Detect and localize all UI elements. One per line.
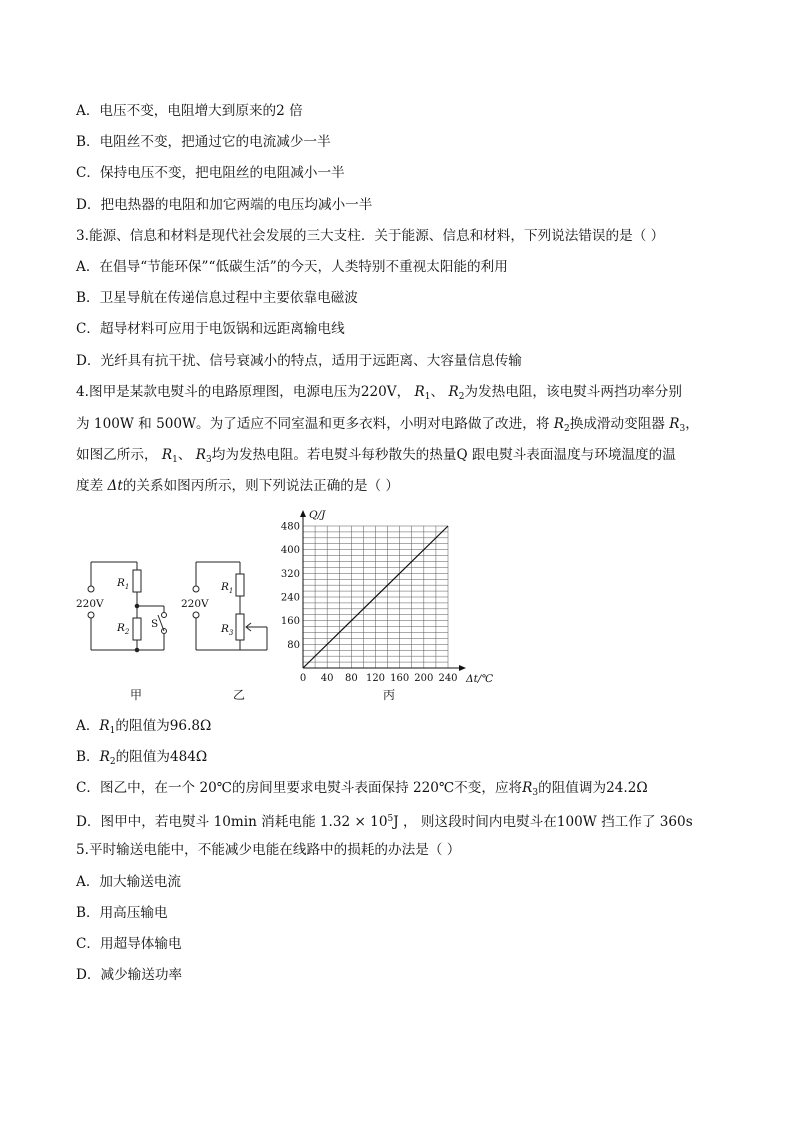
- x-tick-label: 160: [390, 673, 410, 684]
- jia-voltage-label: 220V: [76, 598, 104, 610]
- symbol-r1: R: [414, 384, 425, 400]
- symbol-delta-t: Δt: [107, 478, 123, 494]
- graph-bing: [281, 509, 493, 685]
- q2-option-c: C．保持电压不变，把电阻丝的电阻减小一半: [76, 165, 345, 181]
- q5-stem: 5.平时输送电能中，不能减少电能在线路中的损耗的办法是（ ）: [76, 842, 461, 858]
- q5-option-a: A．加大输送电流: [76, 874, 181, 890]
- y-axis-label: Q/J: [309, 509, 326, 521]
- x-tick-label: 80: [344, 673, 358, 684]
- q4-figures: [0, 500, 794, 710]
- x-tick-label: 0: [299, 673, 307, 684]
- caption-jia: 甲: [130, 688, 143, 702]
- q4-option-a: A．$R_1$的阻值为96.8Ω: [76, 718, 212, 736]
- jia-r2-label: $R_2$: [117, 622, 130, 636]
- q3-option-c: C．超导材料可应用于电饭锅和远距离输电线: [76, 321, 345, 337]
- symbol-r3: R: [195, 447, 207, 463]
- q4-option-b: B．$R_2$的阻值为484Ω: [76, 749, 208, 767]
- q4-stem-line4: 度差 Δt的关系如图丙所示，则下列说法正确的是（ ）: [76, 478, 399, 494]
- q4-stem-line1: 4.图甲是某款电熨斗的电路原理图，电源电压为220V， $R_1$、 $R_2$为发热电阻，该电熨斗两挡功率分别: [76, 384, 682, 402]
- yi-r3-label: $R_3$: [221, 623, 234, 637]
- x-tick-label: 200: [414, 673, 434, 684]
- y-tick-label: 320: [280, 568, 300, 580]
- symbol-r3: R: [669, 416, 680, 432]
- jia-switch-label: S: [151, 618, 159, 630]
- symbol-r1: R: [161, 447, 173, 463]
- q4-option-d: D．图甲中，若电熨斗 10min 消耗电能 $1.32 \times 10^5J$ ， 则这段时间内电熨斗在100W 挡工作了 360s: [76, 814, 693, 830]
- q3-stem: 3.能源、信息和材料是现代社会发展的三大支柱．关于能源、信息和材料，下列说法错误的是（ ）: [76, 228, 665, 244]
- q2-option-d: D．把电热器的电阻和加它两端的电压均减小一半: [76, 197, 373, 213]
- q5-option-b: B．用高压输电: [76, 905, 168, 921]
- q4-option-c: C．图乙中，在一个 20℃的房间里要求电熨斗表面保持 220℃不变，应将$R_3$的阻值调为24.2Ω: [76, 780, 648, 798]
- yi-r1-label: $R_1$: [221, 581, 234, 595]
- y-tick-label: 240: [280, 592, 300, 604]
- jia-r1-label: $R_1$: [117, 577, 130, 591]
- y-tick-label: 400: [280, 545, 300, 557]
- symbol-r2: R: [553, 416, 565, 432]
- q2-option-a: A．电压不变，电阻增大到原来的2 倍: [76, 103, 303, 119]
- x-tick-label: 120: [365, 673, 386, 684]
- q3-option-a: A．在倡导“节能环保”“低碳生活”的今天，人类特别不重视太阳能的利用: [76, 259, 508, 275]
- x-tick-label: 40: [320, 673, 334, 684]
- q3-option-b: B．卫星导航在传递信息过程中主要依靠电磁波: [76, 290, 358, 306]
- yi-voltage-label: 220V: [181, 598, 209, 610]
- q5-option-d: D．减少输送功率: [76, 967, 183, 983]
- caption-yi: 乙: [233, 688, 246, 702]
- q4-stem-line3: 如图乙所示， $R_1$、 $R_3$均为发热电阻。若电熨斗每秒散失的热量Q 跟电熨斗表面温度与环境温度的温: [76, 447, 676, 465]
- x-tick-label: 240: [438, 673, 458, 684]
- q4-stem-line2: 为 100W 和 500W。为了适应不同室温和更多衣料，小明对电路做了改进，将 $R_2$换成滑动变阻器 $R_3$，: [76, 416, 699, 434]
- x-axis-label: Δt/℃: [466, 673, 494, 685]
- y-tick-label: 80: [287, 639, 300, 651]
- y-tick-label: 160: [280, 616, 300, 628]
- symbol-r2: R: [448, 384, 459, 400]
- y-axis-arrow: [300, 510, 306, 517]
- q2-option-b: B．电阻丝不变，把通过它的电流减少一半: [76, 134, 331, 150]
- y-tick-label: 480: [280, 521, 300, 533]
- q5-option-c: C．用超导体输电: [76, 936, 182, 952]
- caption-bing: 丙: [383, 688, 396, 702]
- q3-option-d: D．光纤具有抗干扰、信号衰减小的特点，适用于远距离、大容量信息传输: [76, 353, 522, 369]
- x-axis-arrow: [459, 665, 466, 671]
